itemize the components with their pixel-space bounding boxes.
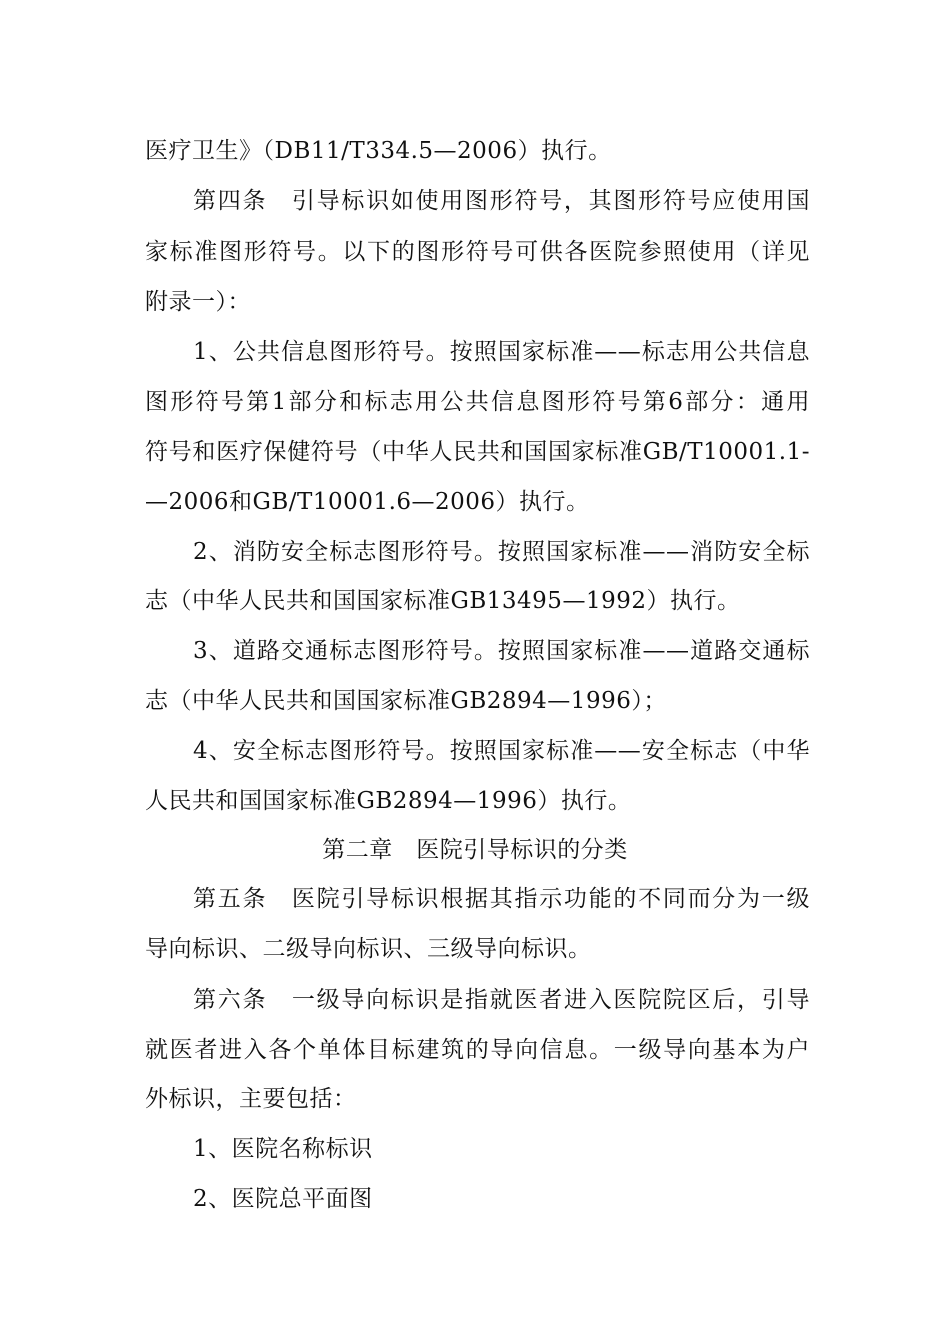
chapter-heading: 第二章 医院引导标识的分类 <box>322 837 628 863</box>
article-4-line: 第四条 引导标识如使用图形符号，其图形符号应使用国 <box>193 188 810 214</box>
text-line: 附录一）： <box>145 289 251 315</box>
list-item-line: 1、公共信息图形符号。按照国家标准——标志用公共信息 <box>193 339 810 365</box>
text-line: 志（中华人民共和国国家标准GB2894—1996）； <box>145 688 667 714</box>
text-line: 符号和医疗保健符号（中华人民共和国国家标准GB/T10001.1- <box>145 439 810 465</box>
article-6-line: 第六条 一级导向标识是指就医者进入医院院区后，引导 <box>193 987 810 1013</box>
list-item-line: 2、消防安全标志图形符号。按照国家标准——消防安全标 <box>193 539 810 565</box>
list-item-line: 4、安全标志图形符号。按照国家标准——安全标志（中华 <box>193 738 810 764</box>
list-item-line: 2、医院总平面图 <box>193 1186 373 1212</box>
article-5-line: 第五条 医院引导标识根据其指示功能的不同而分为一级 <box>193 886 810 912</box>
text-line: —2006和GB/T10001.6—2006）执行。 <box>145 489 590 515</box>
list-item-line: 1、医院名称标识 <box>193 1136 373 1162</box>
text-line: 人民共和国国家标准GB2894—1996）执行。 <box>145 788 632 814</box>
text-line: 图形符号第1部分和标志用公共信息图形符号第6部分：通用 <box>145 389 810 415</box>
text-line: 家标准图形符号。以下的图形符号可供各医院参照使用（详见 <box>145 239 810 265</box>
text-line: 医疗卫生》（DB11/T334.5—2006）执行。 <box>145 138 612 164</box>
text-line: 导向标识、二级导向标识、三级导向标识。 <box>145 936 592 962</box>
list-item-line: 3、道路交通标志图形符号。按照国家标准——道路交通标 <box>193 638 810 664</box>
text-line: 志（中华人民共和国国家标准GB13495—1992）执行。 <box>145 588 741 614</box>
text-line: 外标识，主要包括： <box>145 1086 357 1112</box>
text-line: 就医者进入各个单体目标建筑的导向信息。一级导向基本为户 <box>145 1037 810 1063</box>
